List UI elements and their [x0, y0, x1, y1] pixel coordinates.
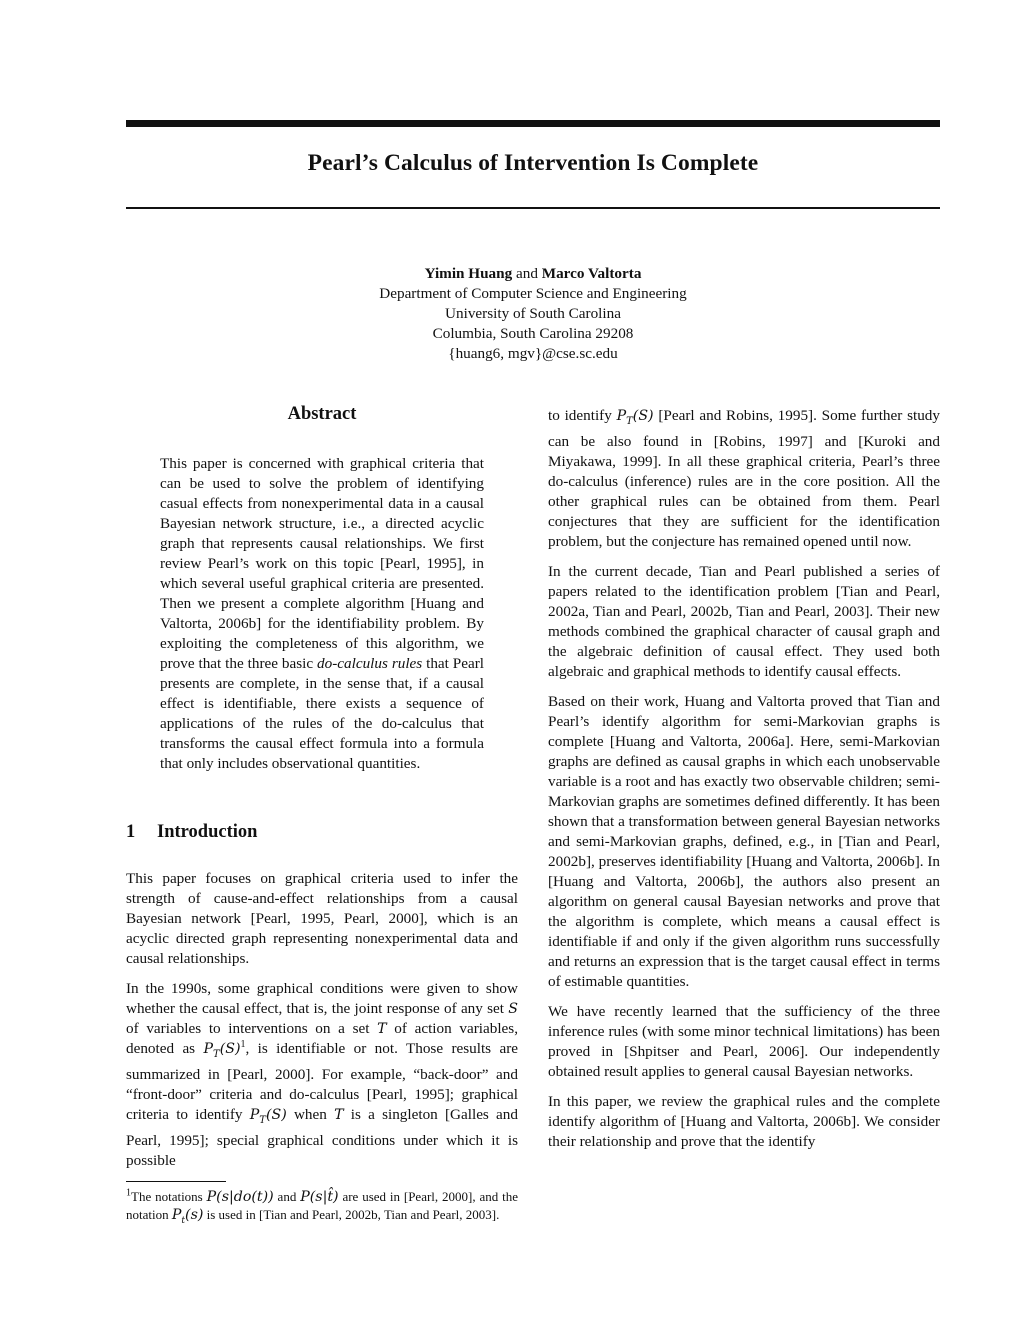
footnote-ref[interactable]: 1: [240, 1038, 246, 1050]
intro-paragraph-1: This paper focuses on graphical criteria used to infer the strength of cause-and-effect relationships from a causal Bayesian network [Pearl, 1995, Pearl, 2000], which is an acyclic directed graph representing nonexperimental data and causal relationships.: [126, 870, 518, 967]
author-city: Columbia, South Carolina 29208: [432, 325, 634, 342]
right-math-PT-S: [616, 408, 654, 427]
math-P-2: P: [249, 1106, 260, 1123]
footnote-text-b: and: [273, 1188, 301, 1204]
footnote-mark: 1: [126, 1187, 131, 1199]
top-rule: [126, 120, 940, 127]
p2-text-a: In the 1990s, some graphical conditions were given to show whether the causal effect, that is, the joint response of any set: [126, 980, 518, 1017]
right-math-P-arg: (S): [632, 408, 654, 424]
math-T-2: T: [334, 1106, 344, 1123]
right-math-P: P: [616, 408, 627, 424]
intro-paragraph-2: [126, 979, 518, 1171]
author-names: [126, 264, 940, 284]
p2-text-d: , is identifiable or not. Those results are summarized in [Pearl, 2000]. For example, “back-door” and “front-door” criteria and do-calculus [Pearl, 1995]; graphical criteria to identify: [126, 1040, 518, 1123]
author-university: University of South Carolina: [445, 305, 621, 322]
right-paragraph-2: In the current decade, Tian and Pearl published a series of papers related to the identification problem [Tian and Pearl, 2002a, Tian and Pearl, 2002b, Tian and Pearl, 2003]. Their new methods combined the graphical character of causal graph and the algebraic definition of causal effect. They used both algebraic and graphical methods to identify causal effects.: [548, 562, 940, 680]
title-rule: [126, 207, 940, 209]
footnote: [126, 1188, 518, 1230]
math-P-arg-2: (S): [265, 1106, 287, 1123]
math-T: T: [377, 1021, 387, 1037]
abstract-heading: Abstract: [287, 404, 357, 424]
author-2: Marco Valtorta: [541, 265, 642, 282]
footnote-math-3: [171, 1206, 204, 1226]
right-paragraph-4: We have recently learned that the sufficiency of the three inference rules (with some minor technical limitations) has been proved in [Shpitser and Pearl, 2006]. Our independently obtained result applies to general causal Bayesian networks.: [548, 1002, 940, 1080]
math-P-sub: T: [213, 1048, 220, 1060]
math-PT-S: [203, 1041, 241, 1060]
right-paragraph-1: [548, 406, 940, 552]
math-S: S: [508, 1001, 518, 1017]
abstract-text-part-1: This paper is concerned with graphical criteria that can be used to solve the problem of identifying casual effects from nonexperimental data in a causal Bayesian network structure, i.e., a directed acyclic graph that represents causal relationships. We first review Pearl’s work on this topic [Pearl, 1995], in which several useful graphical criteria are presented. Then we present a complete algorithm [Huang and Valtorta, 2006b] for the identifiability problem. By exploiting the completeness of this algorithm, we prove that the three basic: [160, 455, 484, 672]
math-P-arg: (S): [219, 1041, 241, 1057]
right-paragraph-5: In this paper, we review the graphical rules and the complete identify algorithm of [Huang and Valtorta, 2006b]. We consider their relationship and prove that the identify: [548, 1092, 940, 1150]
section-number: 1: [126, 822, 136, 842]
math-P: P: [203, 1041, 214, 1057]
footnote-math-3-P: P: [171, 1206, 182, 1223]
p2-text-e: when: [286, 1105, 335, 1123]
abstract-text-part-2: that Pearl presents are complete, in the sense that, if a causal effect is identifiable, there exists a sequence of applications of the rules of the do-calculus that transforms the causal effect formula into a formula that only includes observational quantities.: [160, 655, 485, 772]
author-block: [126, 264, 940, 364]
footnote-math-2: P(s|t̂): [300, 1188, 339, 1205]
p2-text-f: is a singleton [Galles and Pearl, 1995]; special graphical conditions under which it is possible: [126, 1105, 518, 1169]
footnote-text-c: are used in [Pearl, 2000], and the notation: [126, 1188, 518, 1222]
footnote-math-3-sub: t: [181, 1215, 186, 1226]
math-P-sub-2: T: [259, 1114, 266, 1126]
abstract-text: [160, 454, 484, 774]
p2-text-b: of variables to interventions on a set: [126, 1020, 378, 1037]
right-p1-a: to identify: [548, 407, 617, 424]
right-math-P-sub: T: [626, 415, 633, 427]
right-p1-b: [Pearl and Robins, 1995]. Some further study can be also found in [Robins, 1997] and [Kuroki and Miyakawa, 1999]. In all these graphical criteria, Pearl’s three do-calculus (inference) rules are in the core position. All the other graphical rules can be obtained from them. Pearl conjectures that they are sufficient for the identification problem, but the conjecture has remained opened until now.: [548, 407, 940, 550]
author-and: and: [516, 265, 538, 282]
footnote-text-d: is used in [Tian and Pearl, 2002b, Tian and Pearl, 2003].: [203, 1206, 500, 1222]
footnote-rule: [126, 1181, 226, 1182]
abstract-text-emphasis: do-calculus rules: [317, 655, 423, 672]
right-column: [548, 406, 940, 1162]
author-dept: Department of Computer Science and Engineering: [379, 285, 687, 302]
left-column: [126, 400, 518, 1229]
section-heading: [126, 822, 518, 843]
paper-title: Pearl’s Calculus of Intervention Is Complete: [307, 150, 759, 176]
footnote-math-1: P(s|do(t)): [206, 1188, 274, 1205]
section-title: Introduction: [157, 822, 258, 842]
p2-text-c: of action variables, denoted as: [126, 1020, 518, 1057]
author-1: Yimin Huang: [424, 265, 513, 282]
math-PT-S-2: [249, 1106, 287, 1126]
footnote-math-3-arg: (s): [185, 1206, 204, 1223]
author-email: {huang6, mgv}@cse.sc.edu: [448, 345, 618, 362]
right-paragraph-3: Based on their work, Huang and Valtorta proved that Tian and Pearl’s identify algorithm for semi-Markovian graphs is complete [Huang and Valtorta, 2006a]. Here, semi-Markovian graphs are defined as causal graphs in which each unobservable variable is a root and has exactly two observable children; semi-Markovian graphs are sometimes defined differently. It has been shown that a transformation between general Bayesian networks and semi-Markovian graphs, defined, e.g., in [Tian and Pearl, 2002b], preserves identifiability [Huang and Valtorta, 2006b]. In [Huang and Valtorta, 2006b], the authors also present an algorithm on general causal Bayesian networks and prove that the algorithm is complete, which means a causal effect is identifiable if and only if the given algorithm runs successfully and returns an expression that is the target causal effect in terms of estimable quantities.: [548, 692, 940, 990]
footnote-text-a: The notations: [131, 1188, 207, 1204]
